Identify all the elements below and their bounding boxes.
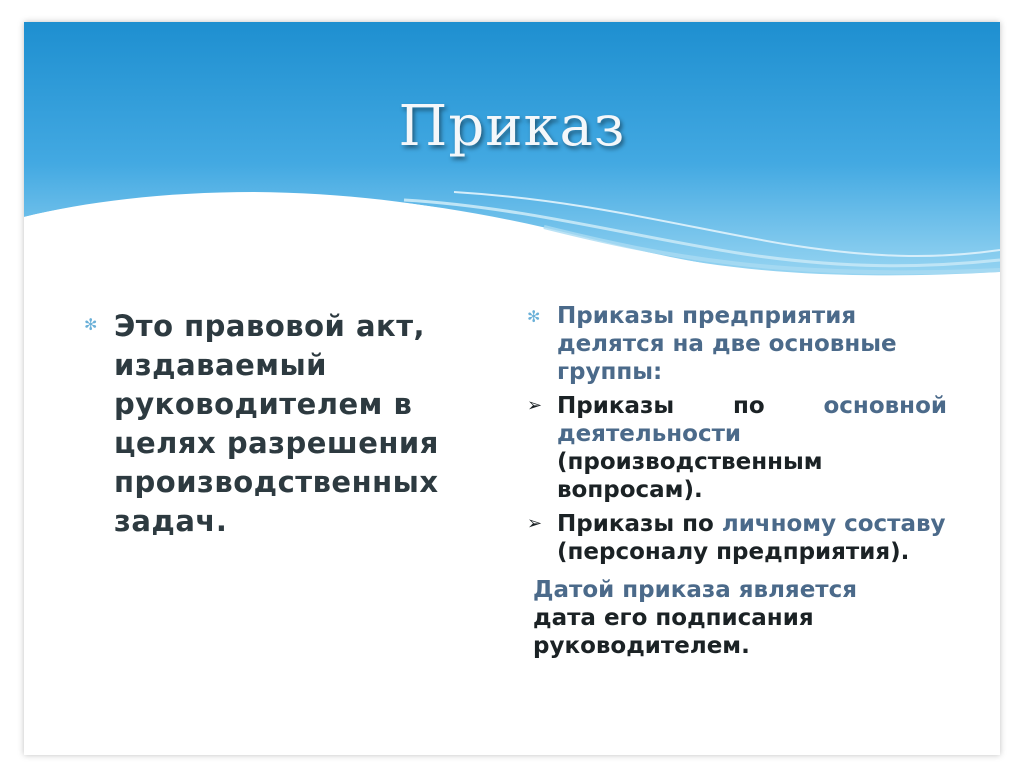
right-column: [527, 302, 947, 660]
list-item: [527, 302, 947, 386]
sub-list-item: [527, 392, 947, 504]
group-one-text: Приказы по основной деятельности (производственным вопросам).: [557, 393, 947, 503]
slide-title: Приказ: [398, 94, 626, 159]
asterisk-icon: ✻: [527, 307, 541, 326]
left-column: [84, 307, 454, 541]
definition-text: Это правовой акт, издаваемый руководителем в целях разрешения производственных задач.: [114, 309, 439, 538]
group-two-text: Приказы по личному составу (персоналу предприятия).: [557, 511, 946, 565]
arrow-right-icon: ➢: [527, 513, 543, 534]
groups-intro-text: Приказы предприятия делятся на две основные группы:: [557, 303, 897, 385]
asterisk-icon: ✻: [84, 315, 98, 334]
arrow-right-icon: ➢: [527, 395, 543, 416]
list-item: [84, 307, 454, 541]
order-date-text: Датой приказа является дата его подписания руководителем.: [533, 577, 858, 659]
slide: [24, 22, 1000, 755]
sub-list-item: [527, 510, 947, 566]
